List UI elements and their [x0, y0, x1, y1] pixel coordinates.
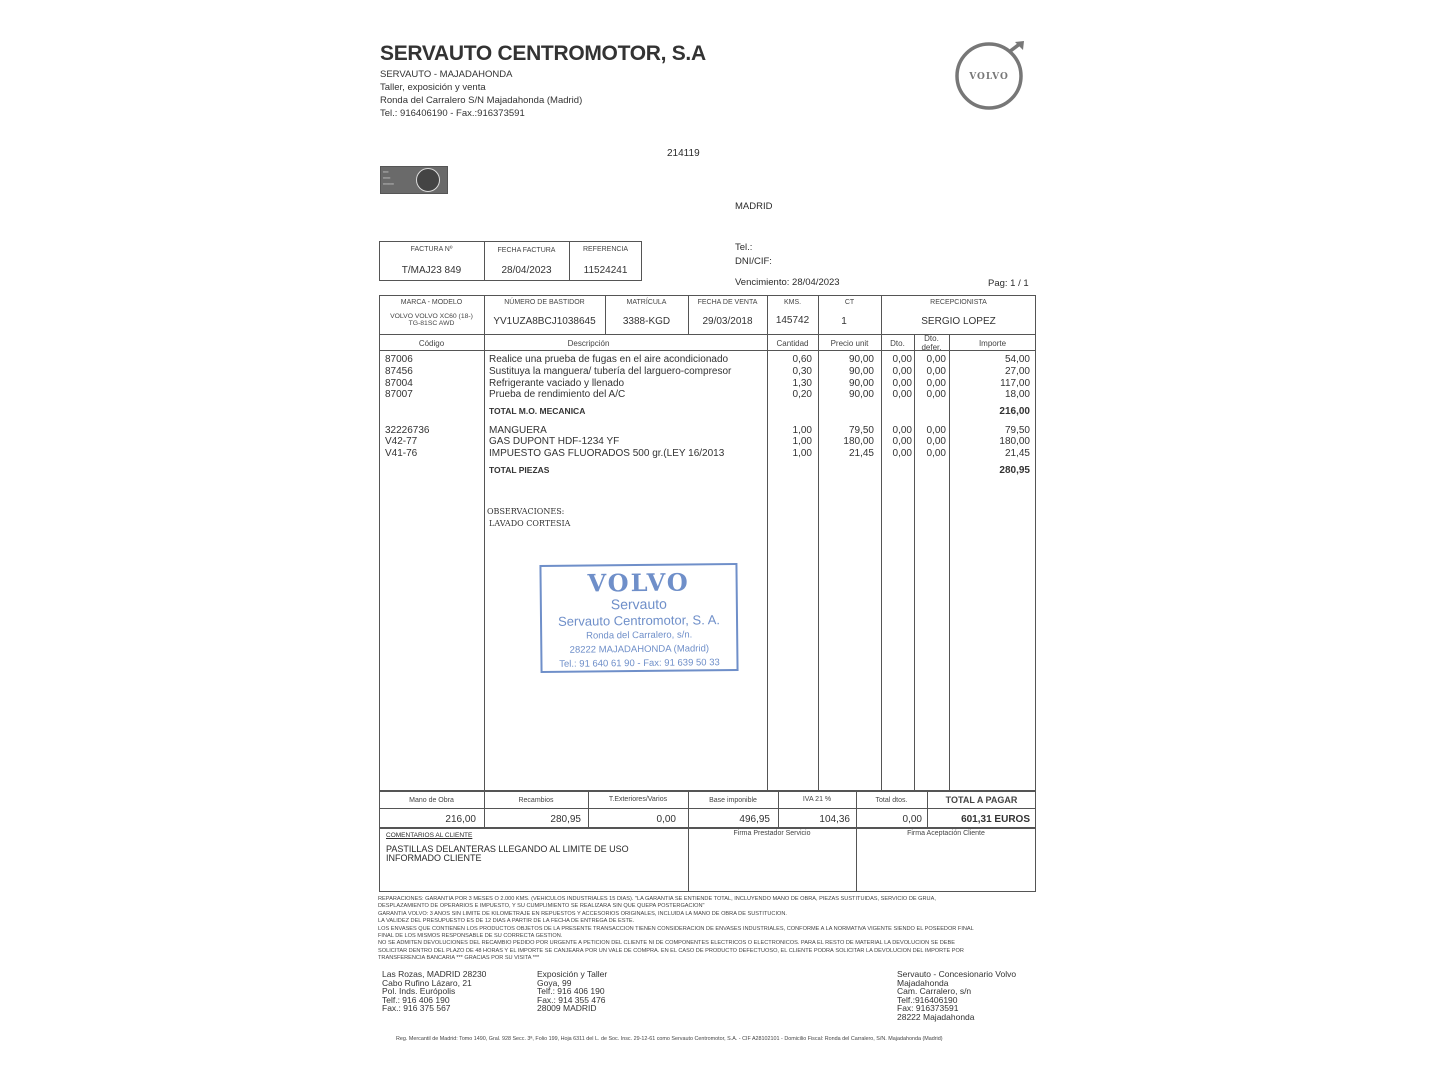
line-description: MANGUERA: [489, 425, 547, 436]
address-line: Pol. Inds. Európolis: [382, 986, 456, 997]
line-discount: 0,00: [892, 436, 912, 447]
address-line: Telf.:916406190: [897, 994, 958, 1005]
sale-date: 29/03/2018: [702, 316, 753, 327]
line-deferred-discount: 0,00: [926, 366, 946, 377]
parts-total-amount: 280,95: [999, 465, 1030, 476]
legal-line: NO SE ADMITEN DEVOLUCIONES DEL RECAMBIO PEDIDO POR URGENTE A PETICIÓN DEL CLIENTE NI DE COMPONENTES ELÉCTRICOS O ELECTRÓNICOS. PARA EL RESTO DE MATERIAL LA DEVOLUCIÓN SE DEBE: [378, 940, 955, 947]
observations-label: OBSERVACIONES:: [487, 507, 565, 516]
parts-subtotal-label: Recambios: [518, 797, 554, 804]
line-deferred-discount: 0,00: [926, 448, 946, 459]
client-signature-label: Firma Aceptación Cliente: [907, 830, 985, 837]
provider-signature-label: Firma Prestador Servicio: [733, 830, 811, 837]
line-discount: 0,00: [892, 425, 912, 436]
line-quantity: 1,30: [792, 378, 812, 389]
company-stamp: [539, 563, 738, 673]
col-discount: Dto.: [890, 339, 905, 348]
tax-base-label: Base imponible: [709, 797, 757, 804]
labor-total-amount: 216,00: [999, 406, 1030, 417]
legal-line: REPARACIONES: GARANTÍA POR 3 MESES O 2.000 KMS. (VEHÍCULOS INDUSTRIALES 15 DÍAS). "LA GARANTÍA SE ENTIENDE TOTAL, INCLUYENDO MANO DE OBRA, PIEZAS SUSTITUIDAS, SERVICIO DE GRÚA,: [378, 896, 936, 902]
legal-line: DESPLAZAMIENTO DE OPERARIOS E IMPUESTO, Y SU CUMPLIMIENTO SE REALIZARÁ SIN QUE QUEPA POSTERGACIÓN": [378, 903, 705, 910]
comment-line: PASTILLAS DELANTERAS LLEGANDO AL LIMITE DE USO: [386, 844, 629, 854]
line-code: 87456: [385, 366, 413, 377]
stamp-line: Tel.: 91 640 61 90 - Fax: 91 639 50 33: [559, 657, 720, 670]
parts-total-label: TOTAL PIEZAS: [489, 465, 550, 475]
line-price: 90,00: [848, 389, 874, 400]
address-line: Telf.: 916 406 190: [382, 994, 450, 1005]
address-line: Cabo Rufino Lázaro, 21: [382, 977, 472, 988]
address-las-rozas: [382, 970, 486, 1013]
observations-text: LAVADO CORTESIA: [489, 519, 571, 528]
legal-line: LOS ENVASES QUE CONTIENEN LOS PRODUCTOS OBJETOS DE LA PRESENTE TRANSACCIÓN TIENEN CONSIDERACIÓN DE ENVASES INDUSTRIALES, CONFORME A LA NORMATIVA VIGENTE SIENDO EL POSEEDOR FINAL: [378, 925, 974, 932]
plate-number: 3388-KGD: [622, 316, 671, 327]
invoice-number-label: FACTURA Nº: [410, 246, 453, 253]
line-amount: 21,45: [1004, 448, 1030, 459]
labor-total-label: TOTAL M.O. MECANICA: [489, 406, 586, 416]
vat-amount: 104,36: [819, 814, 850, 825]
line-description: Sustituya la manguera/ tubería del larguero-compresor: [489, 366, 732, 377]
line-price: 21,45: [848, 448, 874, 459]
company-line: Taller, exposición y venta: [380, 82, 486, 93]
line-price: 79,50: [848, 425, 874, 436]
ct-label: CT: [844, 299, 855, 306]
line-quantity: 0,20: [792, 389, 812, 400]
labor-subtotal-label: Mano de Obra: [409, 797, 454, 804]
line-deferred-discount: 0,00: [926, 425, 946, 436]
legal-line: GARANTÍA VOLVO: 3 AÑOS SIN LÍMITE DE KILOMETRAJE EN REPUESTOS Y ACCESORIOS ORIGINALES, INCLUIDA LA MANO DE OBRA DE SUSTITUCIÓN.: [378, 910, 787, 917]
line-quantity: 0,30: [792, 366, 812, 377]
volvo-logo: [953, 40, 1025, 112]
legal-line: FINAL DE LOS MISMOS RESPONSABLE DE SU CORRECTA GESTIÓN.: [378, 933, 563, 940]
col-amount: Importe: [978, 339, 1007, 348]
address-line: Fax: 916373591: [897, 1003, 959, 1014]
line-description: Prueba de rendimiento del A/C: [489, 389, 626, 400]
line-code: 32226736: [385, 425, 430, 436]
registry-footer: Reg. Mercantil de Madrid: Tomo 1490, Gral. 928 Secc. 3ª, Folio 199, Hoja 6311 del L. de Soc. Insc. 29-12-61 como Servauto Centromotor, S.A. - CIF A28102101 - Domicilio Fiscal: Ronda del Carralero, S/N. Majadahonda (Madrid): [396, 1036, 943, 1042]
line-quantity: 1,00: [792, 436, 812, 447]
vehicle-model-variant: TG-81SC AWD: [408, 320, 455, 327]
line-discount: 0,00: [892, 366, 912, 377]
reference-label: REFERENCIA: [582, 246, 629, 253]
line-code: V41-76: [385, 448, 418, 459]
company-name: SERVAUTO CENTROMOTOR, S.A: [380, 42, 706, 65]
page-number: Pag: 1 / 1: [988, 278, 1029, 289]
line-code: 87006: [385, 354, 413, 365]
kms-value: 145742: [775, 315, 810, 326]
vat-label: IVA 21 %: [802, 796, 832, 803]
parts-subtotal: 280,95: [550, 814, 581, 825]
legal-terms: [378, 896, 1038, 963]
line-deferred-discount: 0,00: [926, 436, 946, 447]
line-discount: 0,00: [892, 378, 912, 389]
address-line: Exposición y Taller: [537, 969, 608, 979]
line-amount: 180,00: [999, 436, 1030, 447]
reference-number: 11524241: [583, 265, 628, 276]
ct-value: 1: [841, 316, 847, 327]
line-price: 90,00: [848, 354, 874, 365]
total-discounts: 0,00: [902, 814, 922, 825]
document-number: 214119: [667, 148, 700, 159]
line-discount: 0,00: [892, 354, 912, 365]
address-line: Goya, 99: [537, 977, 572, 988]
company-line: SERVAUTO - MAJADAHONDA: [380, 69, 513, 80]
comment-line: INFORMADO CLIENTE: [386, 853, 482, 863]
line-price: 90,00: [848, 378, 874, 389]
stamp-line: Servauto: [610, 595, 667, 613]
address-line: Las Rozas, MADRID 28230: [382, 969, 487, 979]
line-amount: 79,50: [1004, 425, 1030, 436]
sale-date-label: FECHA DE VENTA: [697, 299, 758, 306]
company-line: Ronda del Carralero S/N Majadahonda (Madrid): [380, 95, 583, 106]
tax-base: 496,95: [739, 814, 770, 825]
stamp-line: Ronda del Carralero, s/n.: [586, 629, 693, 642]
line-price: 90,00: [848, 366, 874, 377]
client-dni-label: DNI/CIF:: [735, 256, 772, 267]
col-unit-price: Precio unit: [830, 339, 869, 348]
total-discounts-label: Total dtos.: [875, 797, 908, 804]
line-code: 87007: [385, 389, 413, 400]
volvo-logo-text: VOLVO: [969, 72, 1009, 82]
line-amount: 54,00: [1004, 354, 1030, 365]
address-line: Servauto - Concesionario Volvo: [897, 969, 1017, 979]
external-subtotal: 0,00: [656, 814, 676, 825]
line-quantity: 1,00: [792, 425, 812, 436]
invoice-date: 28/04/2023: [501, 265, 552, 276]
line-deferred-discount: 0,00: [926, 354, 946, 365]
legal-line: LA VALIDEZ DEL PRESUPUESTO ES DE 12 DÍAS A PARTIR DE LA FECHA DE ENTREGA DE ESTE.: [378, 918, 635, 925]
line-code: 87004: [385, 378, 413, 389]
comments-label: COMENTARIOS AL CLIENTE: [386, 832, 473, 839]
vehicle-model: VOLVO VOLVO XC60 (18-): [390, 313, 473, 320]
invoice-number: T/MAJ23 849: [401, 265, 462, 276]
line-description: GAS DUPONT HDF-1234 YF: [489, 436, 620, 447]
due-date: Vencimiento: 28/04/2023: [735, 277, 840, 288]
invoice-date-label: FECHA FACTURA: [497, 247, 556, 254]
address-majadahonda: [897, 970, 1016, 1022]
line-amount: 27,00: [1004, 366, 1030, 377]
receptionist-label: RECEPCIONISTA: [930, 299, 987, 306]
kms-label: KMS.: [783, 299, 802, 306]
iso-certification-badge: ━━━ ━━━━ ━━━━━━: [380, 166, 448, 194]
line-deferred-discount: 0,00: [926, 389, 946, 400]
total-to-pay-label: TOTAL A PAGAR: [945, 795, 1018, 805]
line-price: 180,00: [843, 436, 874, 447]
address-line: Fax.: 916 375 567: [382, 1003, 451, 1014]
line-deferred-discount: 0,00: [926, 378, 946, 389]
col-quantity: Cantidad: [776, 339, 809, 348]
stamp-brand: VOLVO: [587, 567, 690, 598]
line-amount: 18,00: [1004, 389, 1030, 400]
line-description: Refrigerante vaciado y llenado: [489, 378, 625, 389]
plate-label: MATRÍCULA: [626, 299, 667, 306]
col-code: Código: [418, 339, 445, 348]
address-line: 28222 Majadahonda: [897, 1011, 975, 1022]
vin-label: NÚMERO DE BASTIDOR: [504, 299, 585, 306]
address-goya: [537, 970, 607, 1013]
col-description: Descripción: [567, 339, 610, 348]
total-to-pay: 601,31 EUROS: [961, 814, 1030, 825]
address-line: Fax.: 914 355 476: [537, 994, 606, 1005]
external-subtotal-label: T.Exteriores/Varios: [608, 796, 668, 803]
address-line: Telf.: 916 406 190: [537, 986, 605, 997]
address-line: 28009 MADRID: [537, 1003, 597, 1014]
line-description: Realice una prueba de fugas en el aire acondicionado: [489, 354, 729, 365]
certification-seal-icon: [416, 168, 440, 192]
model-label: MARCA - MODELO: [400, 299, 463, 306]
line-discount: 0,00: [892, 448, 912, 459]
legal-line: SOLICITAR DENTRO DEL PLAZO DE 48 HORAS Y EL IMPORTE SE CANJEARÁ POR UN VALE DE COMPRA. EN EL CASO DE PRODUCTO DEFECTUOSO, EL CLIENTE PODRÁ SOLICITAR LA DEVOLUCIÓN DEL IMPORTE POR: [378, 947, 964, 954]
address-line: Cam. Carralero, s/n: [897, 986, 972, 997]
legal-line: TRANSFERENCIA BANCARIA *** GRACIAS POR SU VISITA ***: [378, 955, 540, 962]
line-description: IMPUESTO GAS FLUORADOS 500 gr.(LEY 16/2013: [489, 448, 725, 459]
line-quantity: 1,00: [792, 448, 812, 459]
line-code: V42-77: [385, 436, 418, 447]
col-deferred-discount: Dto.: [924, 334, 939, 343]
client-tel-label: Tel.:: [735, 242, 753, 253]
receptionist-name: SERGIO LOPEZ: [921, 316, 996, 327]
line-amount: 117,00: [1000, 378, 1030, 389]
col-deferred-discount-2: defer.: [921, 343, 942, 352]
line-quantity: 0,60: [792, 354, 812, 365]
line-discount: 0,00: [892, 389, 912, 400]
client-city: MADRID: [735, 201, 773, 212]
address-line: Majadahonda: [897, 977, 949, 988]
stamp-line: 28222 MAJADAHONDA (Madrid): [569, 643, 710, 656]
vin-number: YV1UZA8BCJ1038645: [493, 316, 596, 327]
company-line: Tel.: 916406190 - Fax.:916373591: [380, 108, 525, 119]
stamp-line: Servauto Centromotor, S. A.: [558, 612, 721, 629]
labor-subtotal: 216,00: [445, 814, 476, 825]
